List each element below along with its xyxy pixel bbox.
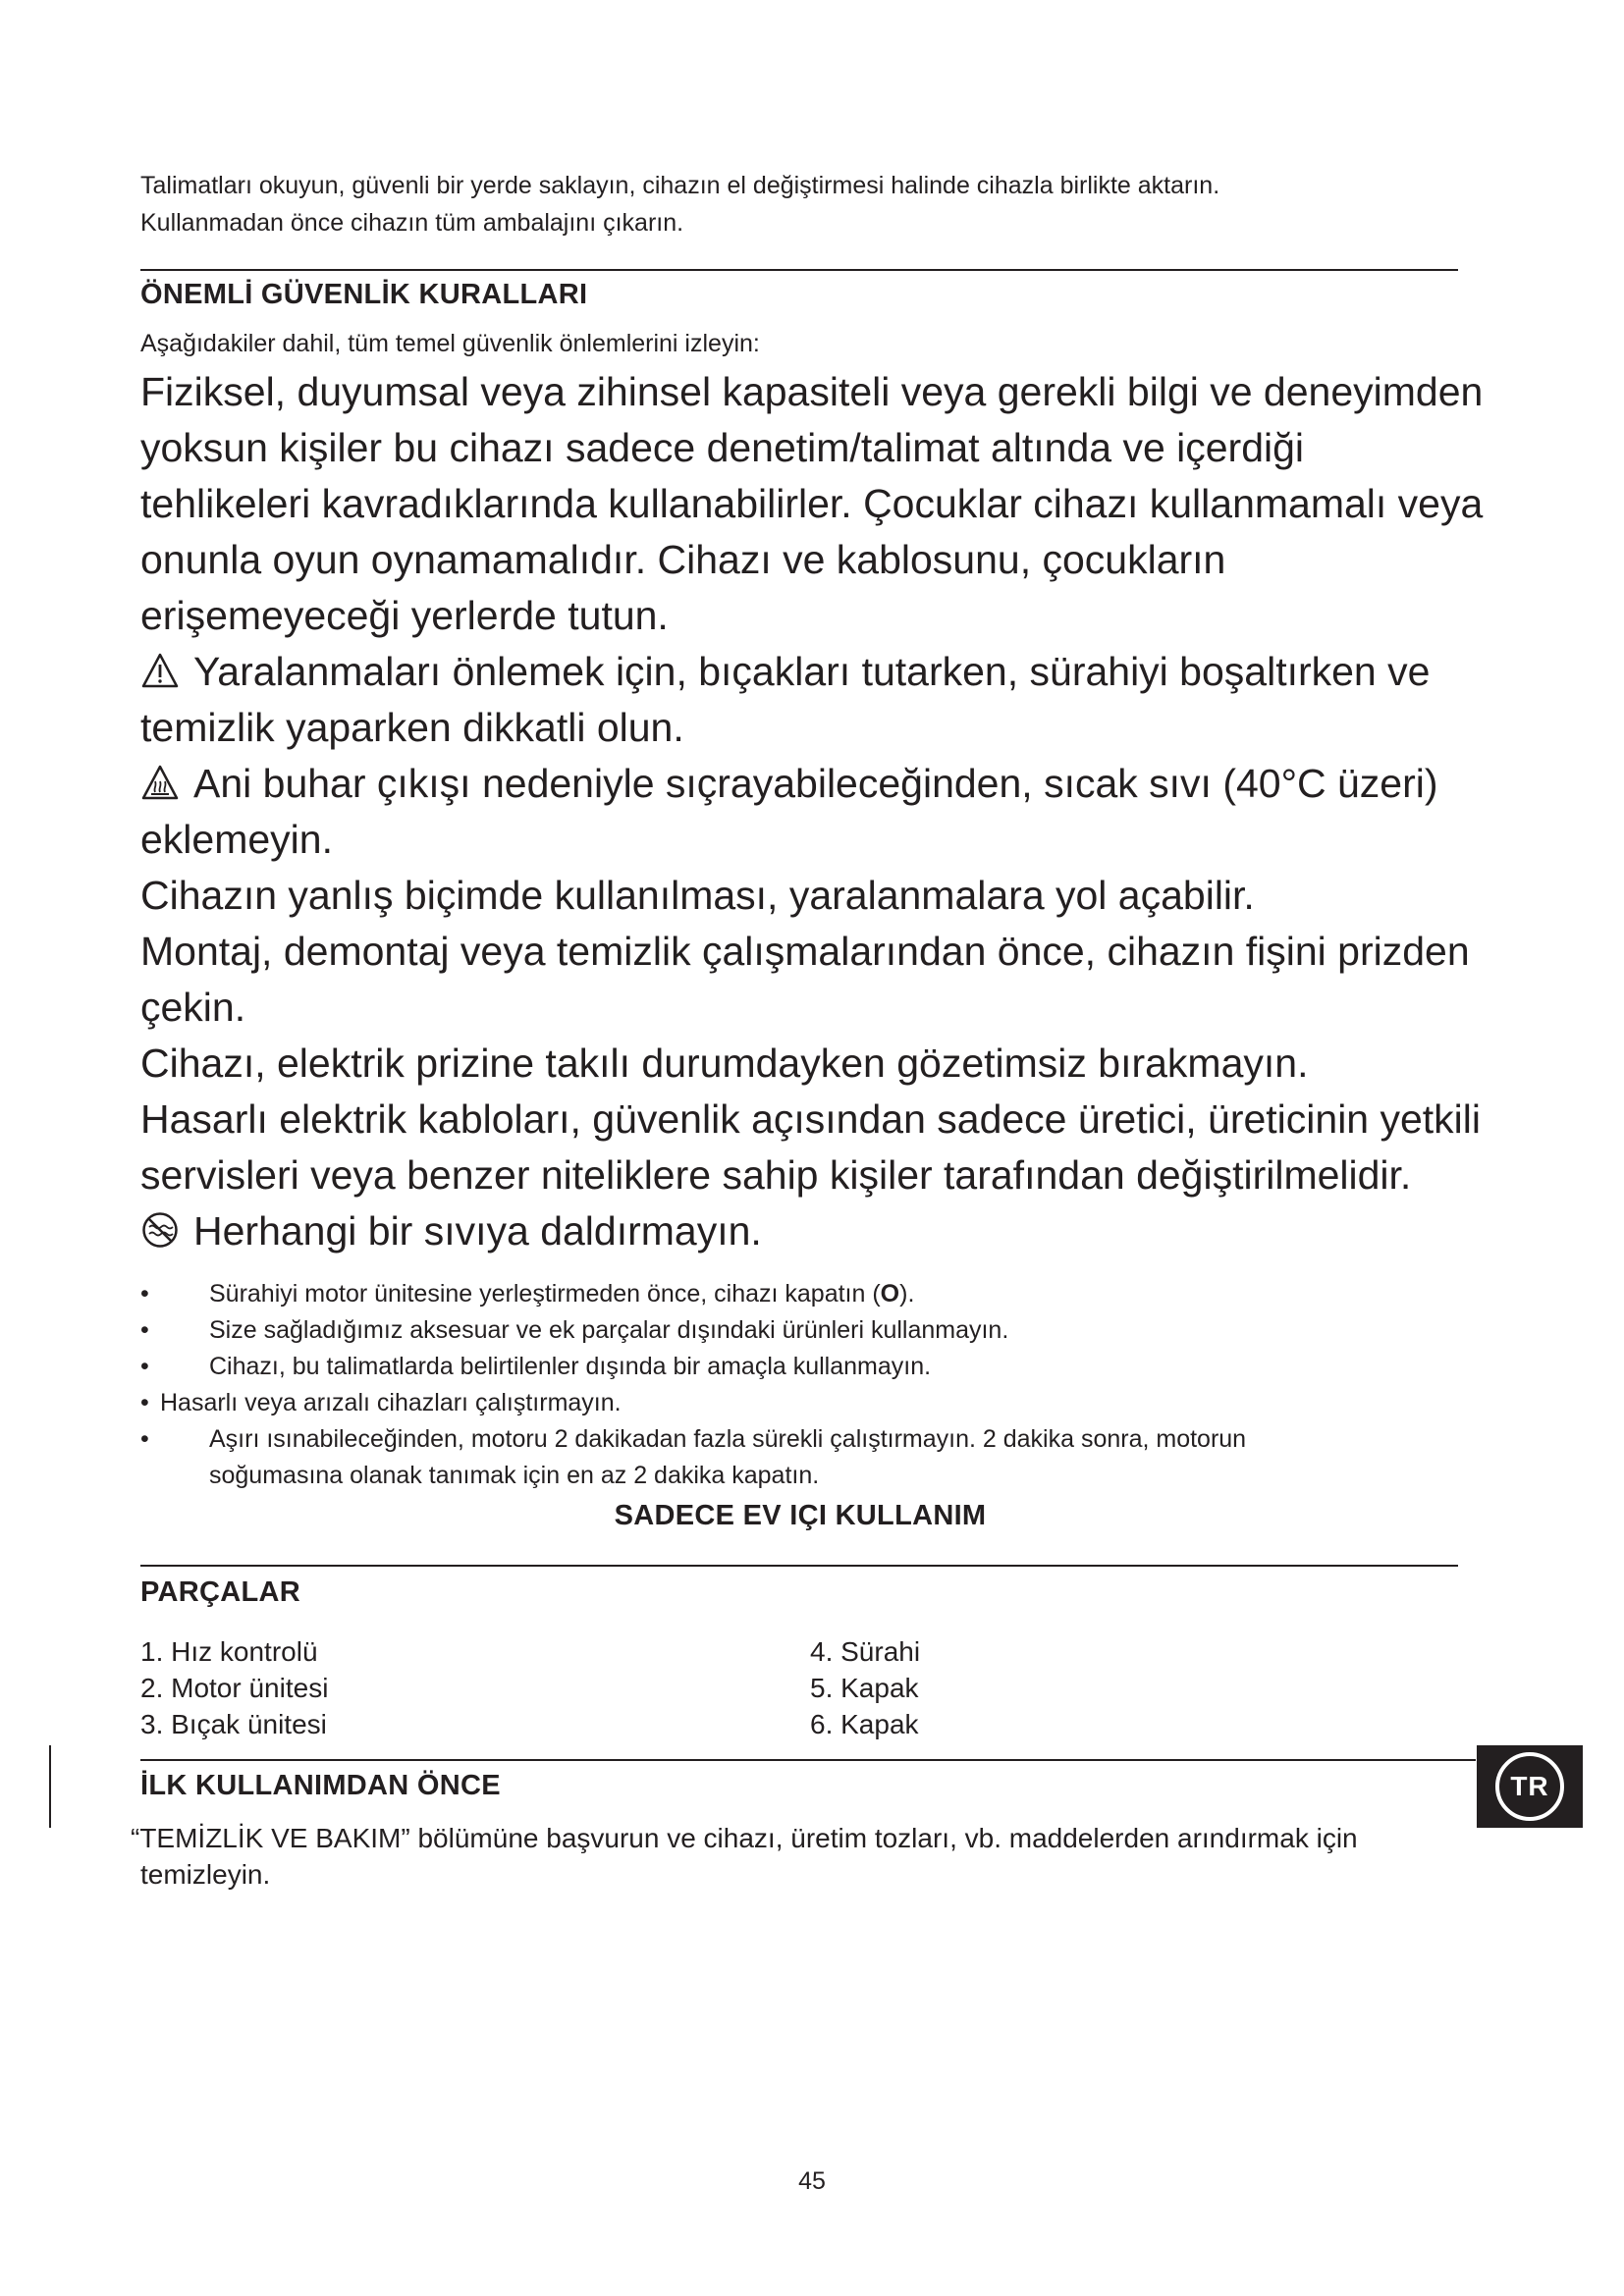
warning-triangle-icon bbox=[140, 651, 180, 690]
household-use-notice: SADECE EV IÇI KULLANIM bbox=[614, 1500, 987, 1531]
safety-subheading: Aşağıdakiler dahil, tüm temel güvenlik önlemlerini izleyin: bbox=[140, 330, 760, 357]
intro-line-1: Talimatları okuyun, güvenli bir yerde saklayın, cihazın el değiştirmesi halinde cihazla birlikte aktarın. bbox=[140, 172, 1220, 199]
safety-line: servisleri veya benzer niteliklere sahip kişiler tarafından değiştirilmelidir. bbox=[140, 1152, 1412, 1198]
safety-line: eklemeyin. bbox=[140, 817, 333, 862]
first-use-line-2: temizleyin. bbox=[140, 1859, 271, 1890]
divider bbox=[140, 1565, 1458, 1567]
safety-line: Fiziksel, duyumsal veya zihinsel kapasiteli veya gerekli bilgi ve deneyimden bbox=[140, 369, 1484, 414]
list-item bbox=[140, 1385, 1476, 1421]
list-item bbox=[140, 1349, 1476, 1385]
parts-heading: PARÇALAR bbox=[140, 1576, 300, 1608]
intro-text bbox=[140, 167, 1466, 241]
list-item: 6. Kapak bbox=[810, 1709, 919, 1739]
language-badge bbox=[1477, 1745, 1583, 1828]
parts-list-right bbox=[810, 1633, 920, 1742]
bullet: • bbox=[140, 1425, 149, 1453]
safety-line: Yaralanmaları önlemek için, bıçakları tutarken, sürahiyi boşaltırken ve bbox=[193, 649, 1431, 694]
safety-line: çekin. bbox=[140, 985, 246, 1030]
divider bbox=[140, 1759, 1476, 1761]
list-item: 5. Kapak bbox=[810, 1673, 919, 1703]
hot-surface-icon bbox=[140, 763, 180, 802]
safety-heading: ÖNEMLİ GÜVENLİK KURALLARI bbox=[140, 279, 588, 310]
page-number: 45 bbox=[798, 2167, 826, 2195]
safety-line: Cihazın yanlış biçimde kullanılması, yaralanmalara yol açabilir. bbox=[140, 873, 1255, 918]
safety-paragraph bbox=[140, 1036, 1476, 1092]
safety-paragraph-immersion bbox=[140, 1203, 1476, 1259]
bullet-text: Cihazı, bu talimatlarda belirtilenler dışında bir amaçla kullanmayın. bbox=[209, 1353, 932, 1380]
first-use-line-1: “TEMİZLİK VE BAKIM” bölümüne başvurun ve cihazı, üretim tozları, vb. maddelerden arındırmak için bbox=[131, 1823, 1358, 1853]
divider bbox=[140, 269, 1458, 271]
bullet-text: soğumasına olanak tanımak için en az 2 dakika kapatın. bbox=[209, 1462, 820, 1489]
parts-list-left bbox=[140, 1633, 328, 1742]
list-item bbox=[140, 1312, 1476, 1349]
bullet-text: Hasarlı veya arızalı cihazları çalıştırmayın. bbox=[160, 1389, 622, 1416]
list-item bbox=[140, 1276, 1476, 1312]
safety-line: temizlik yaparken dikkatli olun. bbox=[140, 705, 684, 750]
list-item: 4. Sürahi bbox=[810, 1636, 921, 1667]
list-item: 3. Bıçak ünitesi bbox=[140, 1709, 327, 1739]
safety-line: Montaj, demontaj veya temizlik çalışmalarından önce, cihazın fişini prizden bbox=[140, 929, 1470, 974]
safety-line: erişemeyeceği yerlerde tutun. bbox=[140, 593, 669, 638]
bullet-text: Aşırı ısınabileceğinden, motoru 2 dakikadan fazla sürekli çalıştırmayın. 2 dakika sonra, motorun bbox=[209, 1425, 1247, 1453]
safety-paragraph bbox=[140, 868, 1476, 924]
safety-paragraph bbox=[140, 1092, 1482, 1203]
list-item: 1. Hız kontrolü bbox=[140, 1636, 318, 1667]
first-use-text bbox=[131, 1820, 1466, 1893]
list-item bbox=[140, 1421, 1476, 1494]
safety-body bbox=[140, 364, 1484, 1259]
safety-line: yoksun kişiler bu cihazı sadece denetim/talimat altında ve içerdiği bbox=[140, 425, 1305, 470]
safety-line: onunla oyun oynamamalıdır. Cihazı ve kablosunu, çocukların bbox=[140, 537, 1226, 582]
off-symbol: O bbox=[880, 1280, 900, 1308]
no-immersion-icon bbox=[140, 1210, 180, 1250]
safety-paragraph bbox=[140, 924, 1476, 1036]
bullet: • bbox=[140, 1389, 149, 1416]
bullet: • bbox=[140, 1353, 149, 1380]
safety-line: Hasarlı elektrik kabloları, güvenlik açısından sadece üretici, üreticinin yetkili bbox=[140, 1096, 1482, 1142]
bullet-text-end: ). bbox=[899, 1280, 915, 1308]
bullet-text: Size sağladığımız aksesuar ve ek parçalar dışındaki ürünleri kullanmayın. bbox=[209, 1316, 1009, 1344]
intro-line-2: Kullanmadan önce cihazın tüm ambalajını çıkarın. bbox=[140, 209, 684, 237]
safety-line: Ani buhar çıkışı nedeniyle sıçrayabileceğinden, sıcak sıvı (40°C üzeri) bbox=[193, 761, 1438, 806]
margin-line bbox=[49, 1745, 51, 1828]
safety-paragraph bbox=[140, 364, 1484, 644]
bullet: • bbox=[140, 1316, 149, 1344]
safety-line: Cihazı, elektrik prizine takılı durumdayken gözetimsiz bırakmayın. bbox=[140, 1041, 1309, 1086]
language-badge-label: TR bbox=[1495, 1752, 1564, 1821]
first-use-heading: İLK KULLANIMDAN ÖNCE bbox=[140, 1770, 501, 1801]
safety-paragraph-hot bbox=[140, 756, 1476, 868]
safety-line: tehlikeleri kavradıklarında kullanabilirler. Çocuklar cihazı kullanmamalı veya bbox=[140, 481, 1484, 526]
bullet-text: Sürahiyi motor ünitesine yerleştirmeden önce, cihazı kapatın ( bbox=[209, 1280, 881, 1308]
safety-paragraph-blade bbox=[140, 644, 1476, 756]
safety-line: Herhangi bir sıvıya daldırmayın. bbox=[193, 1208, 762, 1254]
bullet: • bbox=[140, 1280, 149, 1308]
safety-bullet-list bbox=[140, 1276, 1476, 1494]
list-item: 2. Motor ünitesi bbox=[140, 1673, 329, 1703]
